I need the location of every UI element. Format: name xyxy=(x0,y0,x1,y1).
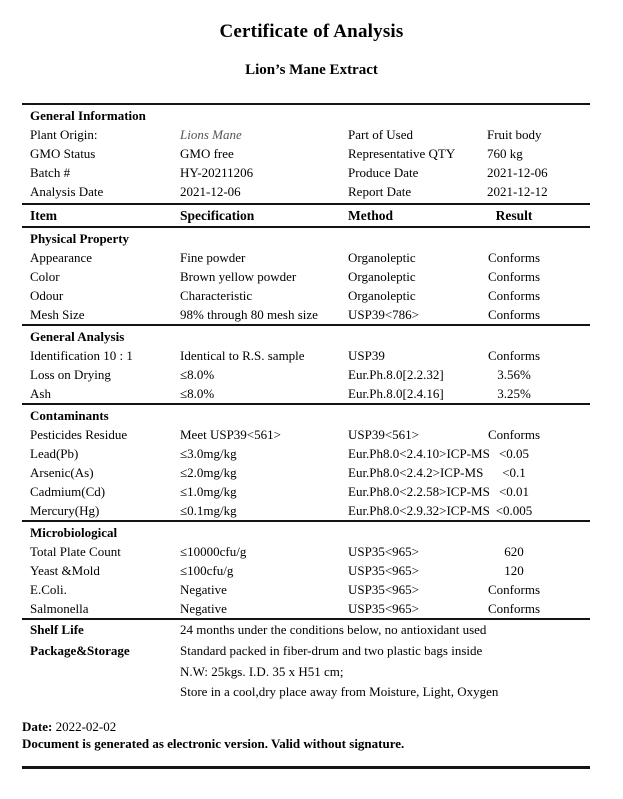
info-label: Batch # xyxy=(30,165,71,180)
info-label: Analysis Date xyxy=(30,184,104,199)
table-cell: Mercury(Hg) xyxy=(30,503,100,518)
table-cell: Organoleptic xyxy=(348,288,416,303)
table-cell: Appearance xyxy=(30,250,93,265)
table-cell: Eur.Ph8.0<2.2.58>ICP-MS xyxy=(348,484,490,499)
table-cell: Odour xyxy=(30,288,64,303)
table-row xyxy=(30,346,590,365)
table-cell: Negative xyxy=(180,601,227,616)
info-label: Report Date xyxy=(348,184,412,199)
table-cell: USP39<786> xyxy=(348,307,420,322)
table-row xyxy=(30,365,590,384)
info-line: 24 months under the conditions below, no antioxidant used xyxy=(180,622,487,637)
table-cell: Eur.Ph8.0<2.4.10>ICP-MS xyxy=(348,446,490,461)
table-row xyxy=(30,384,590,403)
table-cell: Conforms xyxy=(488,288,540,303)
table-cell: Mesh Size xyxy=(30,307,85,322)
table-cell: ≤0.1mg/kg xyxy=(180,503,237,518)
table-cell: Conforms xyxy=(488,582,540,597)
table-row xyxy=(30,599,590,618)
table-cell: 98% through 80 mesh size xyxy=(180,307,318,322)
table-cell: Conforms xyxy=(488,427,540,442)
table-cell: Conforms xyxy=(488,307,540,322)
column-header-result: Result xyxy=(495,208,533,223)
table-cell: Yeast &Mold xyxy=(30,563,100,578)
info-value: 2021-12-12 xyxy=(487,184,548,199)
info-value xyxy=(180,641,590,703)
general-info-row xyxy=(30,182,590,201)
section-heading: Microbiological xyxy=(30,525,118,540)
date-value: 2022-02-02 xyxy=(55,719,117,735)
table-cell: Lead(Pb) xyxy=(30,446,79,461)
table-body xyxy=(0,228,623,620)
table-cell: USP39 xyxy=(348,348,385,363)
info-value: 2021-12-06 xyxy=(487,165,548,180)
table-cell: Cadmium(Cd) xyxy=(30,484,106,499)
table-cell: 620 xyxy=(504,544,524,559)
disclaimer-text: Document is generated as electronic version. Valid without signature. xyxy=(22,736,405,752)
table-row xyxy=(30,463,590,482)
general-info-row xyxy=(30,125,590,144)
table-row xyxy=(30,542,590,561)
table-section xyxy=(30,522,590,618)
info-row xyxy=(30,620,590,641)
table-cell: USP35<965> xyxy=(348,563,420,578)
table-cell: ≤1.0mg/kg xyxy=(180,484,237,499)
table-cell: 120 xyxy=(504,563,524,578)
table-row xyxy=(30,561,590,580)
table-cell: <0.05 xyxy=(498,446,530,461)
info-value: Lions Mane xyxy=(180,127,242,142)
table-row xyxy=(30,305,590,324)
table-cell: Brown yellow powder xyxy=(180,269,297,284)
general-info-rows xyxy=(30,125,590,201)
info-label: Plant Origin: xyxy=(30,127,98,142)
general-info-section xyxy=(30,105,590,201)
table-cell: <0.1 xyxy=(502,465,526,480)
table-row xyxy=(30,286,590,305)
table-cell: Organoleptic xyxy=(348,250,416,265)
table-cell: Eur.Ph8.0<2.9.32>ICP-MS xyxy=(348,503,490,518)
table-cell: 3.25% xyxy=(497,386,531,401)
product-name: Lion’s Mane Extract xyxy=(245,62,378,78)
info-value xyxy=(180,620,590,641)
info-label: Shelf Life xyxy=(30,622,84,637)
table-cell: Eur.Ph.8.0[2.4.16] xyxy=(348,386,444,401)
info-label: Part of Used xyxy=(348,127,413,142)
table-cell: USP35<965> xyxy=(348,601,420,616)
table-cell: Organoleptic xyxy=(348,269,416,284)
table-row xyxy=(30,425,590,444)
table-cell: Pesticides Residue xyxy=(30,427,128,442)
general-info-row xyxy=(30,163,590,182)
column-header-item: Item xyxy=(30,208,57,223)
table-cell: USP35<965> xyxy=(348,582,420,597)
info-line: Standard packed in fiber-drum and two plastic bags inside xyxy=(180,642,483,658)
section-heading: General Analysis xyxy=(30,329,125,344)
date-line xyxy=(22,718,623,735)
table-cell: Identical to R.S. sample xyxy=(180,348,305,363)
table-cell: USP39<561> xyxy=(348,427,420,442)
date-label: Date: xyxy=(22,719,53,735)
general-info-row xyxy=(30,144,590,163)
table-cell: Conforms xyxy=(488,601,540,616)
table-cell: Fine powder xyxy=(180,250,246,265)
table-row xyxy=(30,248,590,267)
table-cell: Characteristic xyxy=(180,288,253,303)
table-section xyxy=(30,405,590,520)
table-section xyxy=(30,228,590,324)
table-cell: <0.01 xyxy=(498,484,530,499)
table-cell: Conforms xyxy=(488,269,540,284)
info-label: GMO Status xyxy=(30,146,96,161)
section-heading: Physical Property xyxy=(30,231,130,246)
column-header-method: Method xyxy=(348,208,393,223)
info-value: 2021-12-06 xyxy=(180,184,241,199)
table-cell: ≤10000cfu/g xyxy=(180,544,247,559)
info-line: N.W: 25kgs. I.D. 35 x H51 cm; xyxy=(180,663,344,679)
table-cell: 3.56% xyxy=(497,367,531,382)
table-cell: ≤3.0mg/kg xyxy=(180,446,237,461)
table-row xyxy=(30,501,590,520)
info-value: HY-20211206 xyxy=(180,165,254,180)
table-cell: Color xyxy=(30,269,60,284)
table-cell: ≤8.0% xyxy=(180,386,215,401)
table-cell: Salmonella xyxy=(30,601,89,616)
divider xyxy=(22,766,590,769)
section-heading: Contaminants xyxy=(30,408,109,423)
table-cell: ≤100cfu/g xyxy=(180,563,234,578)
info-label: Representative QTY xyxy=(348,146,456,161)
table-row xyxy=(30,444,590,463)
table-row xyxy=(30,482,590,501)
table-cell: Eur.Ph.8.0[2.2.32] xyxy=(348,367,444,382)
table-cell: USP35<965> xyxy=(348,544,420,559)
table-cell: E.Coli. xyxy=(30,582,67,597)
info-value: 760 kg xyxy=(487,146,523,161)
table-cell: ≤2.0mg/kg xyxy=(180,465,237,480)
info-value: GMO free xyxy=(180,146,234,161)
table-header-row xyxy=(30,205,590,226)
date-block xyxy=(22,718,623,752)
table-section xyxy=(30,326,590,403)
info-value: Fruit body xyxy=(487,127,542,142)
table-cell: Negative xyxy=(180,582,227,597)
table-row xyxy=(30,580,590,599)
table-cell: Loss on Drying xyxy=(30,367,111,382)
table-cell: Eur.Ph8.0<2.4.2>ICP-MS xyxy=(348,465,484,480)
info-label: Package&Storage xyxy=(30,642,130,658)
table-cell: Arsenic(As) xyxy=(30,465,94,480)
table-cell: Ash xyxy=(30,386,51,401)
info-row xyxy=(30,641,590,703)
document-title: Certificate of Analysis xyxy=(219,21,404,42)
table-cell: Identification 10 : 1 xyxy=(30,348,133,363)
table-row xyxy=(30,267,590,286)
table-cell: Conforms xyxy=(488,250,540,265)
table-cell: <0.005 xyxy=(495,503,533,518)
info-label: Produce Date xyxy=(348,165,419,180)
column-header-specification: Specification xyxy=(180,208,255,223)
footer-rows xyxy=(30,620,590,703)
general-info-heading: General Information xyxy=(30,108,146,123)
table-cell: ≤8.0% xyxy=(180,367,215,382)
info-line: Store in a cool,dry place away from Moisture, Light, Oxygen xyxy=(180,684,499,700)
table-cell: Conforms xyxy=(488,348,540,363)
table-cell: Meet USP39<561> xyxy=(180,427,281,442)
table-cell: Total Plate Count xyxy=(30,544,121,559)
